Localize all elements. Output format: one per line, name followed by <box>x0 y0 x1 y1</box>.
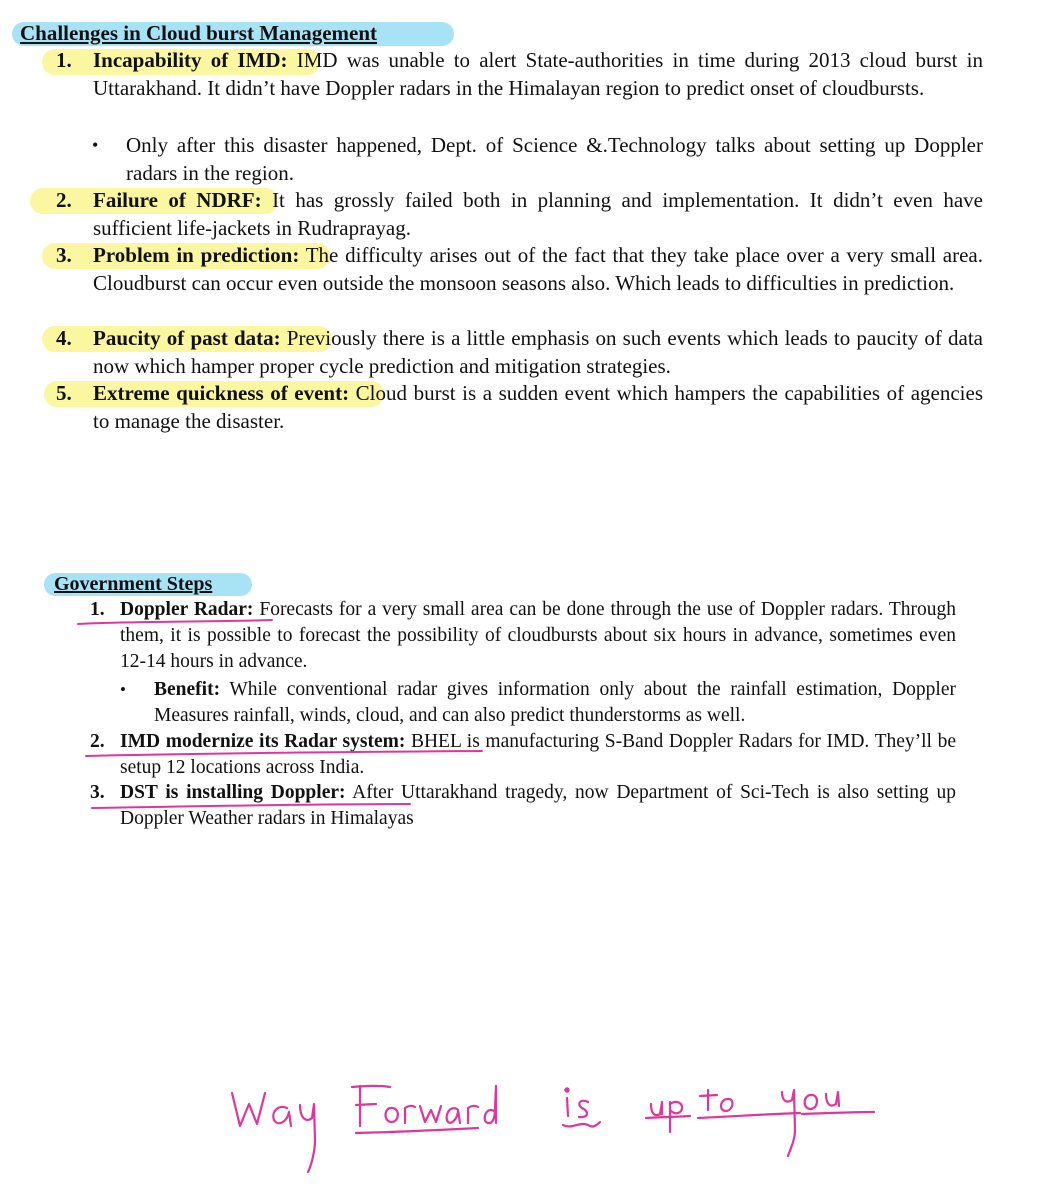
item-label: Benefit: <box>154 679 221 700</box>
list-number: 4. <box>56 326 72 350</box>
item-text: It has grossly failed both in planning and implementation. It didn’t even have sufficient life-jackets in Rudraprayag. <box>93 188 983 240</box>
handwritten-note <box>232 1086 874 1172</box>
pen-underline <box>563 1122 600 1127</box>
item-label: Incapability of IMD: <box>93 48 288 72</box>
pen-underline <box>92 804 410 808</box>
list-number: 3. <box>56 243 72 267</box>
pen-underline <box>802 1112 874 1114</box>
bullet-point: • <box>120 680 126 699</box>
item-label: Paucity of past data: <box>93 326 281 350</box>
item-text: Cloud burst is a sudden event which hampers the capabilities of agencies to manage the disaster. <box>93 381 984 433</box>
list-number: 1. <box>56 48 72 72</box>
item-text: The difficulty arises out of the fact that they take place over a very small area. Cloudburst can occur even outside the monsoon seasons also. Which leads to difficulties in prediction. <box>93 243 983 295</box>
pen-underline <box>646 1116 690 1118</box>
item-text: IMD was unable to alert State-authorities in time during 2013 cloud burst in Uttarakhand. It didn’t have Doppler radars in the Himalayan region to predict onset of cloudbursts. <box>93 48 984 100</box>
pen-underline <box>356 1128 478 1133</box>
item-text: Forecasts for a very small area can be done through the use of Doppler radars. Through them, it is possible to forecast the possibility of cloudbursts about six hours in advance, sometimes even 12-14 hours in advance. <box>120 599 956 672</box>
item-text: After Uttarakhand tragedy, now Department of Sci-Tech is also setting up Doppler Weather radars in Himalayas <box>120 782 956 829</box>
pen-underline <box>86 751 482 756</box>
list-number: 1. <box>90 599 105 620</box>
item-label: DST is installing Doppler: <box>120 782 346 803</box>
item-text: BHEL is manufacturing S-Band Doppler Radars for IMD. They’ll be setup 12 locations across India. <box>120 731 956 778</box>
pen-underline <box>698 1113 800 1118</box>
list-number: 5. <box>56 381 72 405</box>
item-label: Problem in prediction: <box>93 243 300 267</box>
challenge-sub-item: Only after this disaster happened, Dept. of Science &.Technology talks about setting up Doppler radars in the region. <box>126 133 983 185</box>
item-label: IMD modernize its Radar system: <box>120 731 406 752</box>
list-number: 3. <box>90 782 105 803</box>
pen-underline <box>78 620 272 624</box>
government-heading: Government Steps <box>54 573 213 595</box>
list-number: 2. <box>90 731 105 752</box>
list-number: 2. <box>56 188 72 212</box>
item-label: Failure of NDRF: <box>93 188 262 212</box>
item-text: Previously there is a little emphasis on such events which leads to paucity of data now which hamper proper cycle prediction and mitigation strategies. <box>93 326 983 378</box>
item-text: While conventional radar gives information only about the rainfall estimation, Doppler Measures rainfall, winds, cloud, and can also predict thunderstorms as well. <box>154 679 956 726</box>
item-label: Extreme quickness of event: <box>93 381 350 405</box>
challenges-heading: Challenges in Cloud burst Management <box>20 21 378 45</box>
bullet-point: • <box>92 135 99 155</box>
item-label: Doppler Radar: <box>120 599 254 620</box>
